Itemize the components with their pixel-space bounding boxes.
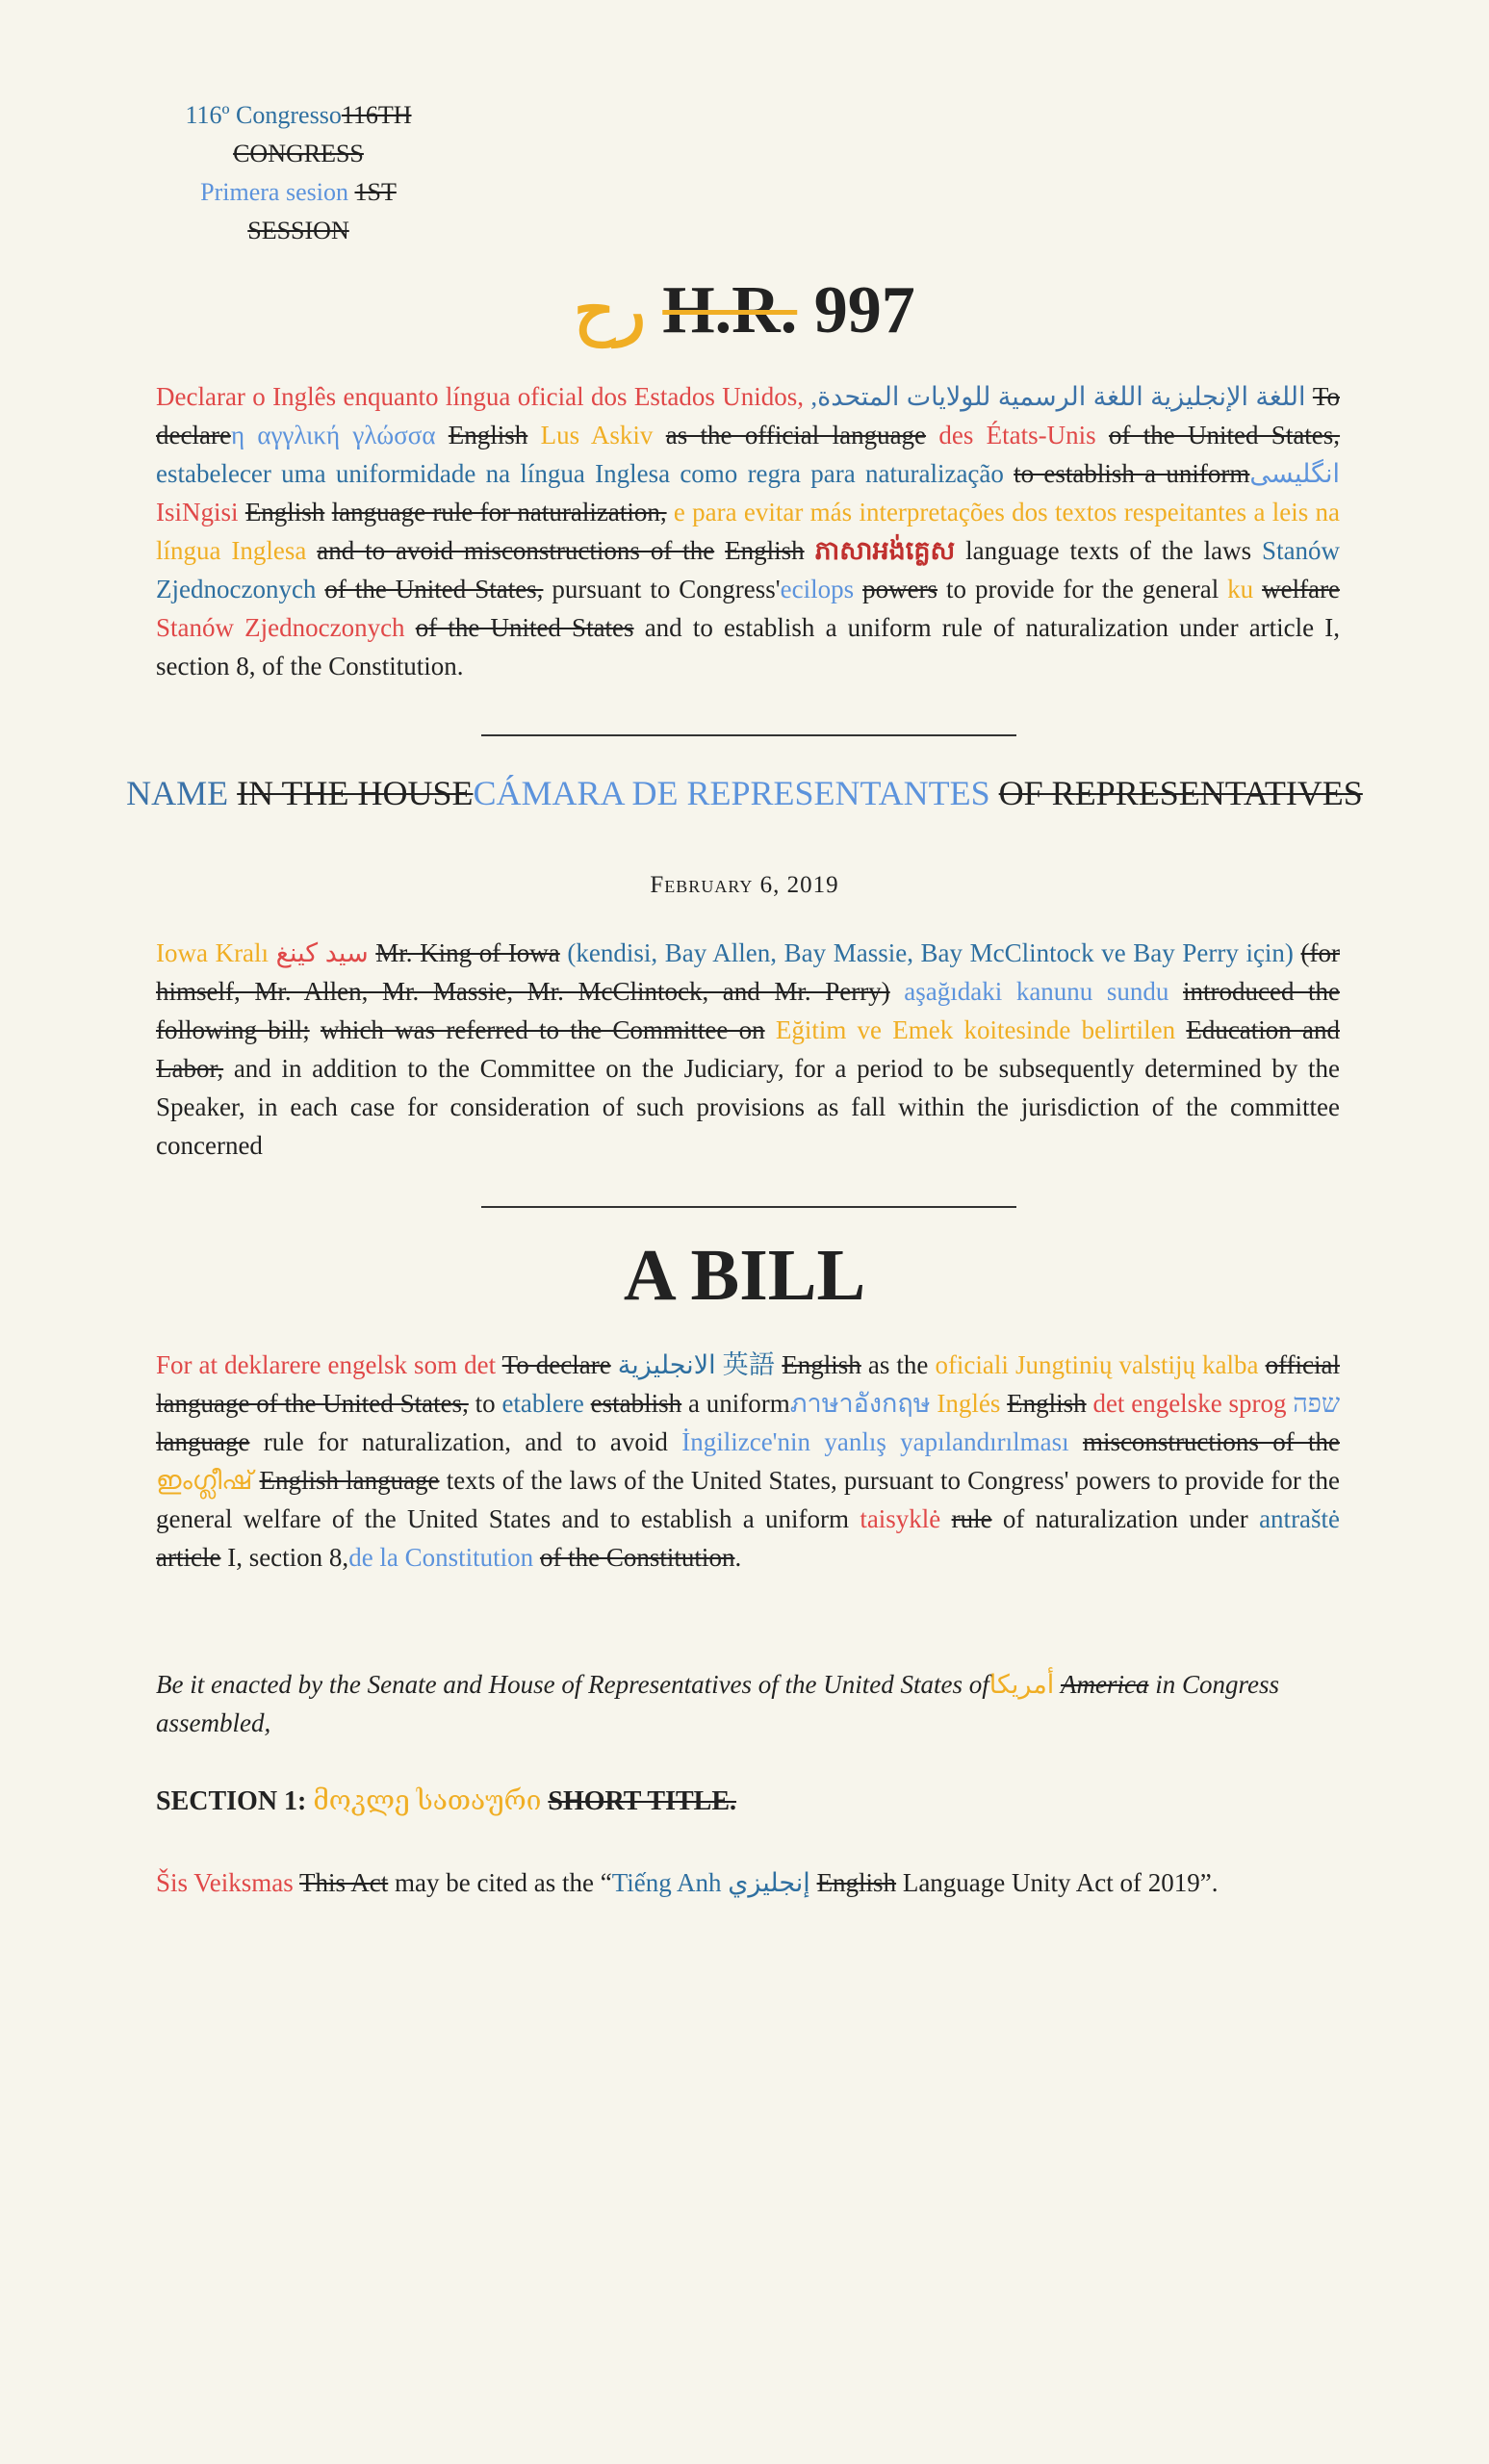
struck-to-declare: To declare (156, 382, 1340, 449)
section-heading (156, 1783, 736, 1821)
session-original: 1ST SESSION (247, 178, 397, 244)
house-spanish: CÁMARA DE REPRESENTANTES (473, 774, 990, 812)
a-bill-heading: A BILL (623, 1235, 866, 1316)
phrase-lithuanian-this-act: Šis Veiksmas (156, 1868, 294, 1897)
text-provide-general: to provide for the general (946, 575, 1219, 603)
struck-rule: rule (951, 1504, 992, 1533)
house-original: IN THE HOUSE (237, 774, 474, 812)
struck-education-labor: Education and Labor, (156, 1015, 1340, 1083)
declare-paragraph (156, 377, 1340, 685)
bill-number (0, 268, 1489, 355)
text-a-uniform: a uniform (687, 1389, 790, 1418)
struck-language: language (156, 1427, 250, 1456)
phrase-polish-us-2: Stanów Zjednoczonych (156, 613, 405, 642)
text-of-naturalization: of naturalization under (1002, 1504, 1248, 1533)
phrase-danish-language: det engelske sprog (1092, 1389, 1287, 1418)
struck-of-the-us-2: of the United States, (324, 575, 544, 603)
struck-language-rule: language rule for naturalization, (331, 498, 667, 526)
congress-original: 116TH CONGRESS (233, 101, 412, 167)
struck-referred: which was referred to the Committee on (320, 1015, 765, 1044)
struck-official-language-us: official language of the United States, (156, 1350, 1341, 1418)
phrase-greek-english: η αγγλική γλώσσα (230, 421, 436, 449)
struck-english-language: English language (259, 1466, 440, 1495)
phrase-hebrew-language: שפה (1293, 1389, 1341, 1418)
struck-english-2: English (244, 498, 325, 526)
phrase-turkish-committee: Eğitim ve Emek koitesinde belirtilen (775, 1015, 1176, 1044)
text-may-be-cited: may be cited as the “ (395, 1868, 612, 1897)
struck-establish-uniform: to establish a uniform (1014, 459, 1250, 488)
struck-english-4: English (782, 1350, 861, 1379)
struck-america: America (1061, 1670, 1149, 1699)
struck-english-3: English (725, 536, 805, 565)
congress-translation: 116º Congresso (185, 101, 342, 129)
struck-short-title: SHORT TITLE. (548, 1786, 737, 1816)
struck-avoid-misconstructions: and to avoid misconstructions of the (317, 536, 715, 565)
phrase-french-us: des États-Unis (938, 421, 1096, 449)
phrase-polish-us: Stanów Zjednoczonych (156, 536, 1341, 603)
phrase-turkish-sponsors: (kendisi, Bay Allen, Bay Massie, Bay McClintock ve Bay Perry için) (567, 938, 1294, 967)
phrase-ku: ku (1227, 575, 1254, 603)
struck-establish: establish (590, 1389, 682, 1418)
phrase-spanish-english: Inglés (937, 1389, 1001, 1418)
struck-of-the-us-3: of the United States (415, 613, 634, 642)
struck-this-act: This Act (299, 1868, 389, 1897)
phrase-zulu-english: IsiNgisi (156, 498, 239, 526)
text-language-texts: language texts of the laws (965, 536, 1252, 565)
struck-official-language: as the official language (665, 421, 927, 449)
enacting-text: Be it enacted by the Senate and House of Representatives of the United States of (156, 1670, 989, 1699)
phrase-georgian-short-title: მოკლე სათაური (313, 1786, 542, 1816)
text-judiciary: and in addition to the Committee on the Judiciary, for a period to be subsequently determined by the Speaker, in each case for consideration of such provisions as fall within the jurisdiction of the committee concerned (156, 1054, 1341, 1160)
phrase-turkish-introduced: aşağıdaki kanunu sundu (904, 977, 1169, 1006)
phrase-danish-establish: etablere (501, 1389, 584, 1418)
congress-session-block (164, 96, 433, 250)
struck-article: article (156, 1543, 221, 1572)
introduction-paragraph (156, 934, 1340, 1165)
phrase-khmer-english: ភាសាអង់គ្លេស (814, 536, 956, 565)
phrase-turkish-king: Iowa Kralı (156, 938, 270, 967)
phrase-turkish-misconstruction: İngilizce'nin yanlış yapılandırılması (681, 1427, 1069, 1456)
struck-to-declare-2: To declare (501, 1350, 611, 1379)
struck-english-6: English (816, 1868, 897, 1897)
text-as-the: as the (867, 1350, 929, 1379)
phrase-vietnamese-english: Tiếng Anh (611, 1868, 722, 1897)
phrase-arabic-king: سيد كينغ (275, 938, 369, 967)
bill-paragraph (156, 1346, 1340, 1577)
divider-rule-2 (481, 1206, 1016, 1208)
phrase-arabic-america: أمريكا (988, 1670, 1055, 1699)
date-month: February (650, 872, 754, 898)
phrase-persian-english: انگلیسی (1249, 459, 1341, 488)
phrase-arabic-declare: اللغة الإنجليزية اللغة الرسمية للولايات المتحدة, (810, 382, 1306, 411)
struck-of-the-constitution: of the Constitution (539, 1543, 735, 1572)
phrase-danish-declare: For at deklarere engelsk som det (156, 1350, 497, 1379)
struck-english: English (448, 421, 528, 449)
session-translation: Primera sesion (200, 178, 348, 206)
phrase-malayalam-english: ഇംഗ്ലീഷ് (156, 1466, 253, 1495)
phrase-lithuanian-official: oficiali Jungtinių valstijų kalba (935, 1350, 1259, 1379)
phrase-lithuanian-rule: taisyklė (860, 1504, 941, 1533)
phrase-lithuanian-article: antraštė (1259, 1504, 1341, 1533)
struck-misconstructions: misconstructions of the (1082, 1427, 1341, 1456)
phrase-portuguese-establish: estabelecer uma uniformidade na língua Inglesa como regra para naturalização (156, 459, 1004, 488)
date-day-year: 6, 2019 (759, 872, 839, 898)
text-act-name: Language Unity Act of 2019”. (902, 1868, 1219, 1897)
text-to: to (475, 1389, 496, 1418)
text-establish-rule: and to establish a uniform rule of naturalization under article I, section 8, of the Constitution. (156, 613, 1341, 680)
struck-introduced: introduced the following bill; (156, 977, 1341, 1044)
text-rule-naturalization: rule for naturalization, and to avoid (263, 1427, 668, 1456)
text-pursuant: pursuant to Congress' (552, 575, 781, 603)
struck-powers: powers (862, 575, 938, 603)
text-section-8: I, section 8, (227, 1543, 349, 1572)
bill-number-arabic: رح (574, 276, 646, 346)
house-name-translation: NAME (126, 774, 229, 812)
text-period: . (734, 1543, 742, 1572)
phrase-french-constitution: de la Constitution (348, 1543, 534, 1572)
struck-welfare: welfare (1262, 575, 1341, 603)
house-original-2: OF REPRESENTATIVES (998, 774, 1363, 812)
text-laws-welfare: texts of the laws of the United States, pursuant to Congress' powers to provide for the general welfare of the United States and to establish a uniform (156, 1466, 1341, 1533)
struck-sponsors: (for himself, Mr. Allen, Mr. Massie, Mr. McClintock, and Mr. Perry) (156, 938, 1340, 1006)
phrase-arabic-english-2: إنجليزي (728, 1868, 810, 1897)
introduction-date (0, 866, 1489, 905)
house-heading (0, 770, 1489, 816)
bill-number-old-prefix: H.R. (662, 273, 798, 347)
phrase-portuguese-avoid: e para evitar más interpretações dos textos respeitantes a leis na língua Inglesa (156, 498, 1341, 565)
struck-mr-king: Mr. King of Iowa (375, 938, 560, 967)
struck-of-the-us: of the United States, (1108, 421, 1341, 449)
phrase-thai-english: ภาษาอังกฤษ (789, 1389, 931, 1418)
divider-rule (481, 734, 1016, 736)
phrase-hmong-english: Lus Askiv (540, 421, 654, 449)
phrase-portuguese-declare: Declarar o Inglês enquanto língua oficial dos Estados Unidos, (156, 382, 805, 411)
phrase-japanese-english: 英語 (722, 1350, 776, 1379)
section-label: SECTION 1: (156, 1786, 307, 1816)
enacting-text-2: in Congress assembled, (156, 1670, 1280, 1737)
enacting-clause (156, 1665, 1340, 1742)
short-title-paragraph (156, 1863, 1340, 1902)
phrase-reversed-police: ecilops (780, 575, 855, 603)
bill-number-value: 997 (813, 273, 915, 347)
struck-english-5: English (1007, 1389, 1087, 1418)
phrase-arabic-english: الانجليزية (617, 1350, 716, 1379)
